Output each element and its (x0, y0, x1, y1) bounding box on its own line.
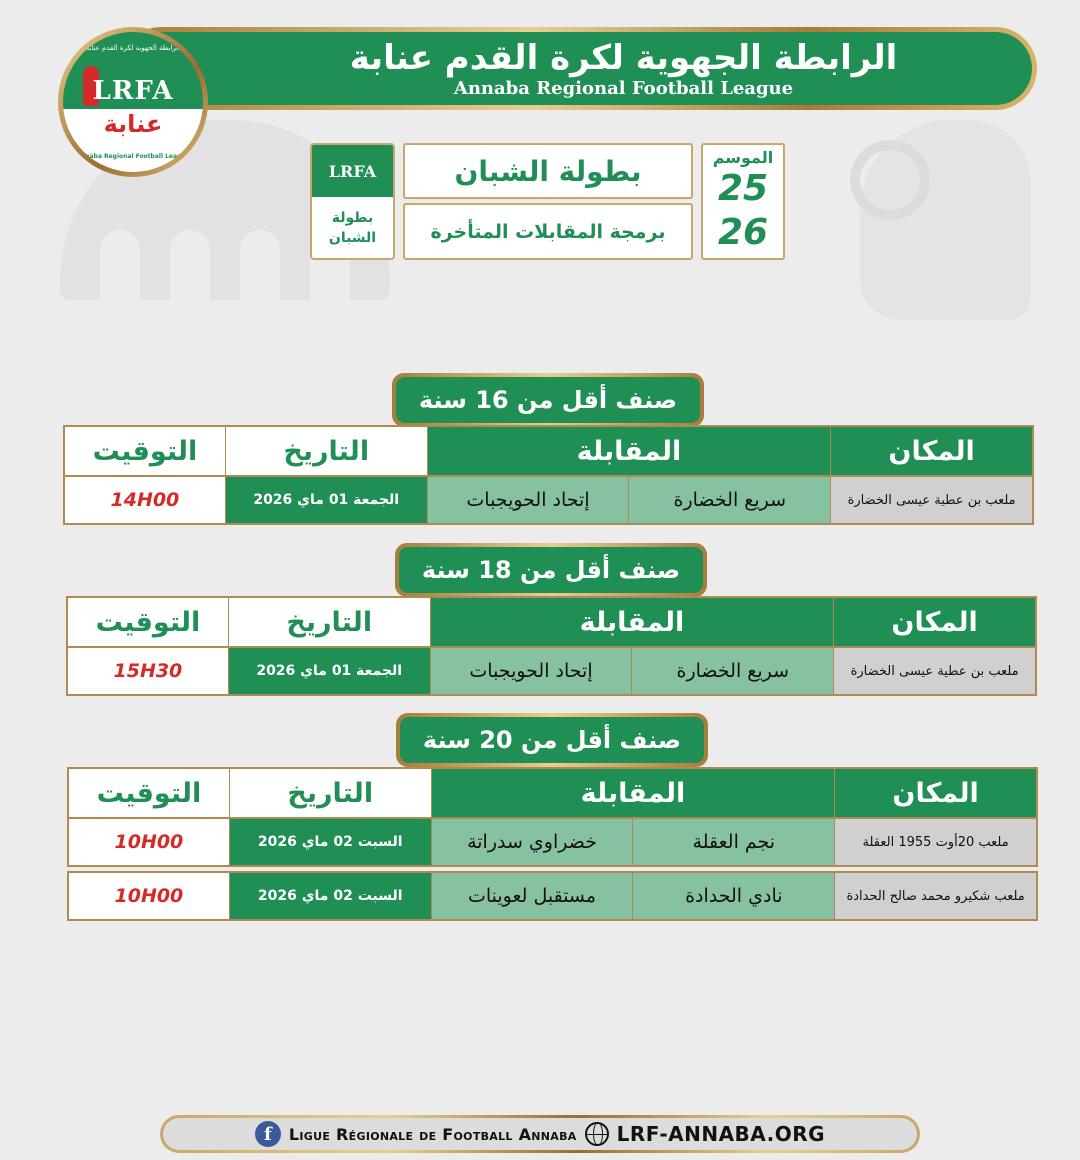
table-row (66, 648, 1037, 696)
table-header-row (63, 425, 1034, 477)
logo-city-text: عنابة (103, 110, 163, 138)
header-date: التاريخ (229, 769, 431, 817)
badge-caption: بطولة الشبان (328, 210, 377, 246)
away-team-cell: إتحاد الحويجبات (427, 477, 629, 523)
table-row (67, 871, 1038, 921)
date-cell: الجمعة 01 ماي 2026 (228, 648, 430, 694)
away-team-cell: خضراوي سدراتة (431, 819, 633, 865)
time-cell: 10H00 (69, 819, 229, 865)
logo-arc-text-ar: الرابطة الجهوية لكرة القدم عنابة (85, 44, 181, 52)
header-time: التوقيت (68, 598, 228, 646)
header-banner (120, 27, 1037, 110)
date-cell: الجمعة 01 ماي 2026 (225, 477, 427, 523)
schedule-table-u18 (66, 596, 1037, 696)
header-match: المقابلة (431, 769, 835, 817)
header-place: المكان (830, 427, 1032, 475)
header-date: التاريخ (225, 427, 427, 475)
home-team-cell: سريع الخضارة (631, 648, 833, 694)
home-team-cell: نادي الحدادة (632, 873, 834, 919)
venue-cell: ملعب 20أوت 1955 العقلة (834, 819, 1036, 865)
season-year-end: 26 (717, 211, 769, 253)
header-time: التوقيت (69, 769, 229, 817)
season-year-start: 25 (717, 167, 769, 209)
time-cell: 15H30 (68, 648, 228, 694)
away-team-cell: إتحاد الحويجبات (430, 648, 632, 694)
league-logo (58, 27, 208, 177)
logo-arc-text-en: Annaba Regional Football League (76, 153, 190, 160)
time-cell: 14H00 (65, 477, 225, 523)
competition-title: بطولة الشبان (403, 143, 693, 199)
venue-cell: ملعب شكيرو محمد صالح الحدادة (834, 873, 1036, 919)
season-box (701, 143, 785, 260)
venue-cell: ملعب بن عطية عيسى الخضارة (830, 477, 1032, 523)
date-cell: السبت 02 ماي 2026 (229, 819, 431, 865)
header-place: المكان (834, 769, 1036, 817)
season-label: الموسم (712, 147, 774, 167)
table-row (67, 819, 1038, 867)
table-row (63, 477, 1034, 525)
footer-bar (160, 1115, 920, 1153)
schedule-table-u20 (67, 767, 1038, 921)
schedule-table-u16 (63, 425, 1034, 525)
away-team-cell: مستقبل لعوينات (431, 873, 633, 919)
table-header-row (66, 596, 1037, 648)
badge-logo-text: LRFA (312, 145, 393, 197)
header-match: المقابلة (427, 427, 831, 475)
competition-badge (310, 143, 395, 260)
date-cell: السبت 02 ماي 2026 (229, 873, 431, 919)
facebook-icon[interactable]: f (255, 1121, 281, 1147)
league-title-en: Annaba Regional Football League (453, 77, 794, 99)
header-place: المكان (833, 598, 1035, 646)
schedule-subtitle: برمجة المقابلات المتأخرة (403, 203, 693, 260)
venue-cell: ملعب بن عطية عيسى الخضارة (833, 648, 1035, 694)
globe-icon (585, 1122, 609, 1146)
ball-silhouette-icon (850, 140, 930, 220)
category-u16-title: صنف أقل من 16 سنة (392, 373, 704, 427)
home-team-cell: سريع الخضارة (628, 477, 830, 523)
facebook-page-link[interactable]: Ligue Régionale de Football Annaba (288, 1124, 577, 1144)
header-match: المقابلة (430, 598, 834, 646)
league-title-ar: الرابطة الجهوية لكرة القدم عنابة (349, 37, 898, 78)
logo-lrfa-text: LRFA (92, 76, 174, 106)
header-date: التاريخ (228, 598, 430, 646)
header-time: التوقيت (65, 427, 225, 475)
category-u18-title: صنف أقل من 18 سنة (395, 543, 707, 597)
category-u20-title: صنف أقل من 20 سنة (396, 713, 708, 767)
home-team-cell: نجم العقلة (632, 819, 834, 865)
table-header-row (67, 767, 1038, 819)
website-link[interactable]: LRF-ANNABA.ORG (616, 1122, 826, 1146)
time-cell: 10H00 (69, 873, 229, 919)
